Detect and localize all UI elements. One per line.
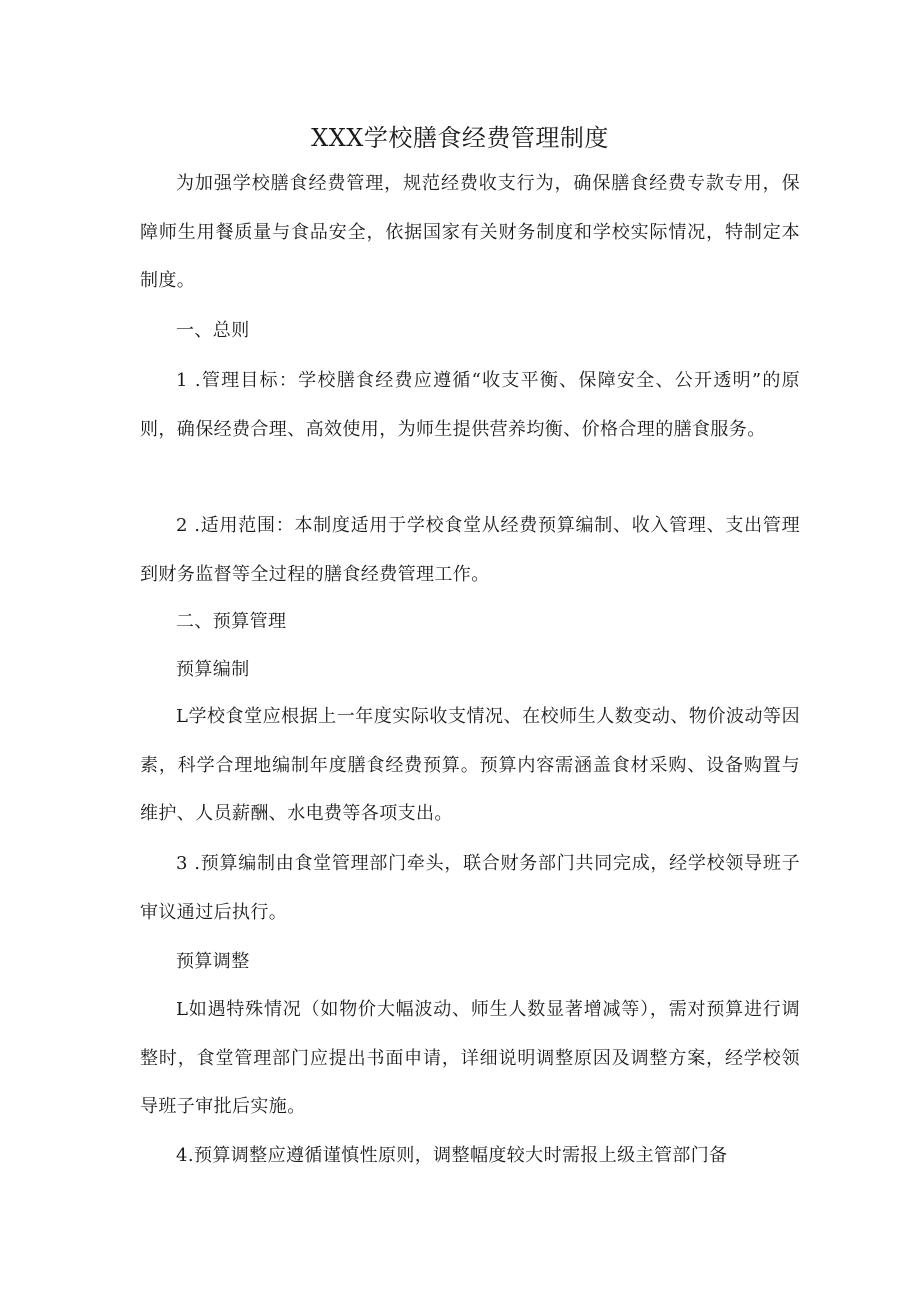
subheading-budget-adjustment: 预算调整 <box>176 951 250 972</box>
budget-preparation-item-2: 3 .预算编制由食堂管理部门牵头，联合财务部门共同完成，经学校领导班子审议通过后执行。 <box>140 853 800 923</box>
budget-preparation-item-1: L学校食堂应根据上一年度实际收支情况、在校师生人数变动、物价波动等因素，科学合理地编制年度膳食经费预算。预算内容需涵盖食材采购、设备购置与维护、人员薪酬、水电费等各项支出。 <box>140 706 800 824</box>
budget-adjustment-item-2: 4.预算调整应遵循谨慎性原则，调整幅度较大时需报上级主管部门备 <box>176 1145 728 1166</box>
budget-adjustment-item-1: L如遇特殊情况（如物价大幅波动、师生人数显著增减等），需对预算进行调整时，食堂管理部门应提出书面申请，详细说明调整原因及调整方案，经学校领导班子审批后实施。 <box>140 999 800 1117</box>
section-heading-budget: 二、预算管理 <box>176 611 287 632</box>
section-heading-general: 一、总则 <box>176 320 250 341</box>
document-title: XXX学校膳食经费管理制度 <box>311 124 609 152</box>
subheading-budget-preparation: 预算编制 <box>176 659 250 680</box>
intro-paragraph: 为加强学校膳食经费管理，规范经费收支行为，确保膳食经费专款专用，保障师生用餐质量与食品安全，依据国家有关财务制度和学校实际情况，特制定本制度。 <box>140 173 800 291</box>
general-item-1: 1 .管理目标：学校膳食经费应遵循“收支平衡、保障安全、公开透明”的原则，确保经费合理、高效使用，为师生提供营养均衡、价格合理的膳食服务。 <box>140 370 800 440</box>
general-item-2: 2 .适用范围：本制度适用于学校食堂从经费预算编制、收入管理、支出管理到财务监督等全过程的膳食经费管理工作。 <box>140 515 800 585</box>
